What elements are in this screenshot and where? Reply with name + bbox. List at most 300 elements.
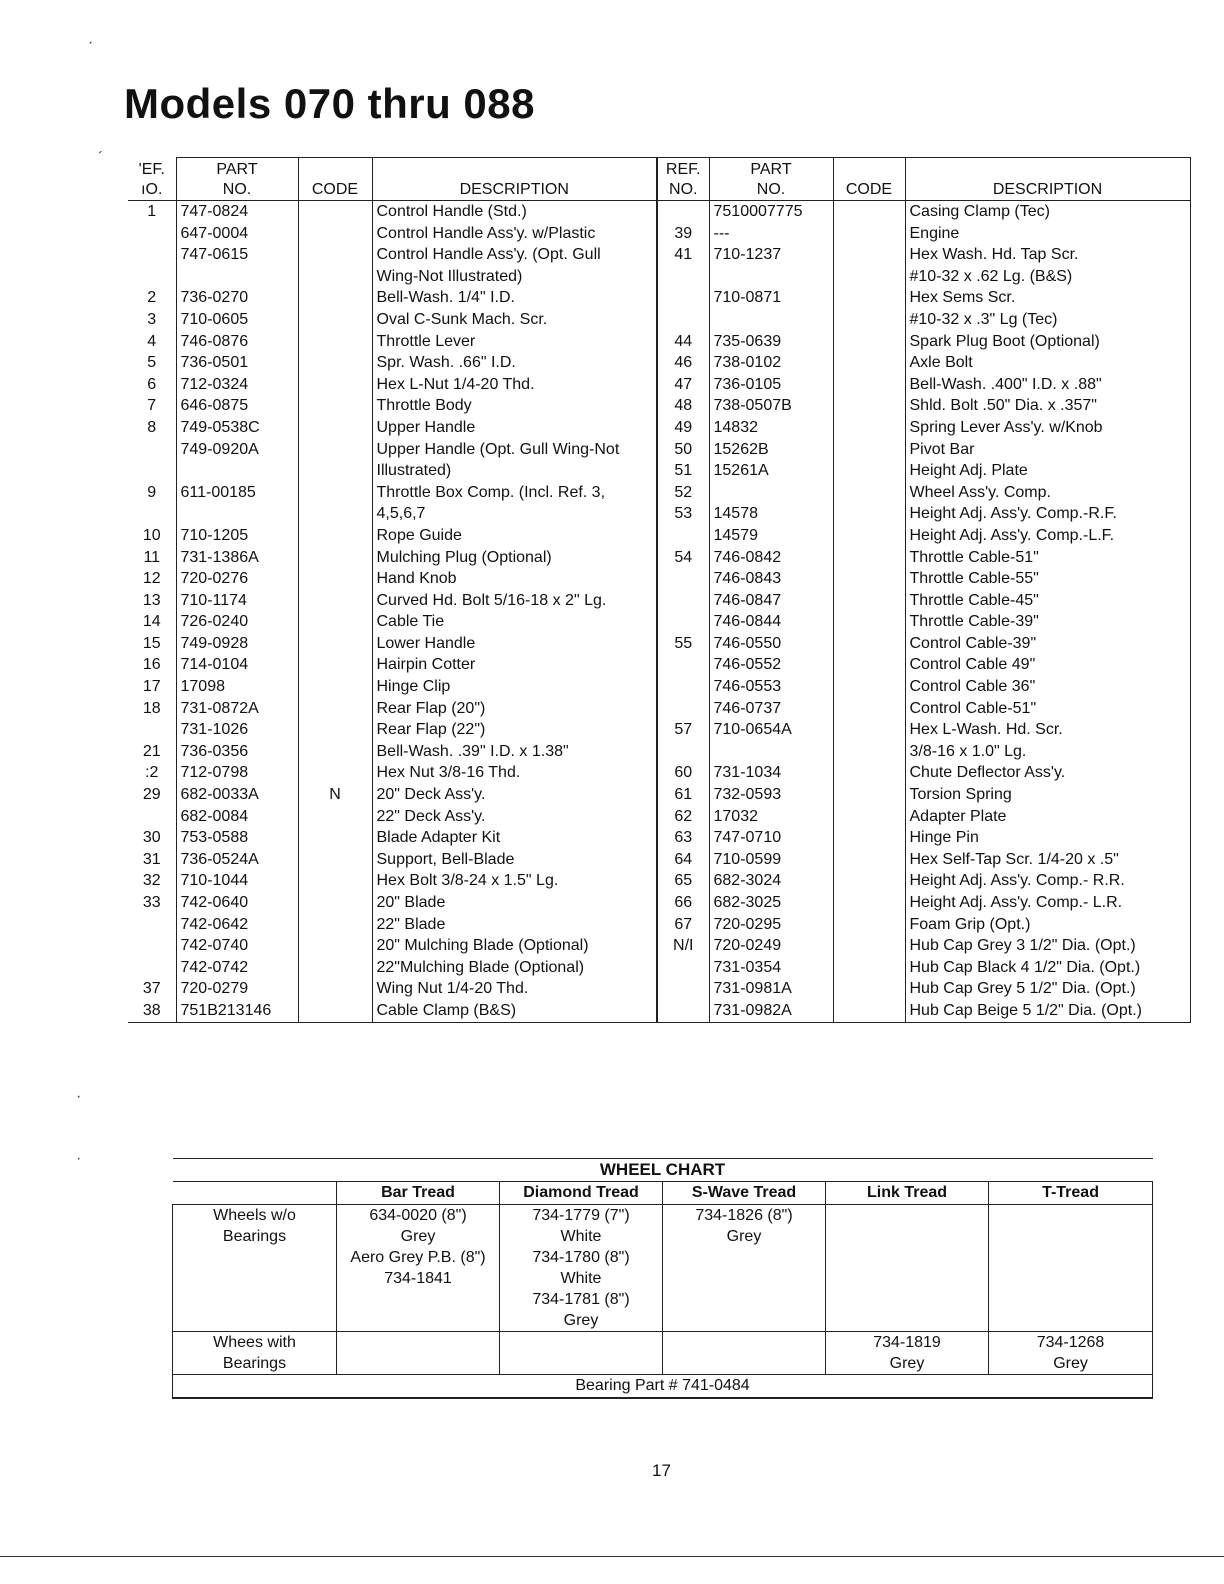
cell-code <box>298 1000 372 1022</box>
cell-code2 <box>833 525 905 547</box>
table-row <box>128 590 1190 612</box>
table-row <box>128 417 1190 439</box>
cell-part2: 15262B <box>709 439 833 461</box>
cell-code <box>298 914 372 936</box>
cell-part2: --- <box>709 223 833 245</box>
wheel-row2-link: 734-1819 Grey <box>826 1332 989 1375</box>
cell-code <box>298 525 372 547</box>
cell-code2 <box>833 287 905 309</box>
cell-desc: 22" Deck Ass'y. <box>372 806 657 828</box>
cell-code2 <box>833 374 905 396</box>
cell-code2 <box>833 654 905 676</box>
cell-code2 <box>833 309 905 331</box>
header-code-2: CODE <box>833 158 905 201</box>
cell-part: 731-1026 <box>176 719 298 741</box>
cell-code <box>298 374 372 396</box>
table-row <box>128 719 1190 741</box>
cell-code <box>298 611 372 633</box>
cell-desc: Upper Handle (Opt. Gull Wing-Not <box>372 439 657 461</box>
cell-ref2: 54 <box>657 547 709 569</box>
cell-desc2: Foam Grip (Opt.) <box>905 914 1190 936</box>
cell-ref: 14 <box>142 613 161 631</box>
cell-desc2: Hub Cap Beige 5 1/2" Dia. (Opt.) <box>905 1000 1190 1022</box>
cell-code2 <box>833 201 905 223</box>
cell-desc: Hex L-Nut 1/4-20 Thd. <box>372 374 657 396</box>
cell-code <box>298 201 372 223</box>
cell-part2: 747-0710 <box>709 827 833 849</box>
cell-ref: 10 <box>142 526 161 544</box>
cell-part2: 746-0843 <box>709 568 833 590</box>
cell-code2 <box>833 762 905 784</box>
cell-part: 731-1386A <box>176 547 298 569</box>
cell-ref2: 47 <box>657 374 709 396</box>
cell-desc2: Shld. Bolt .50" Dia. x .357" <box>905 395 1190 417</box>
cell-part: 647-0004 <box>176 223 298 245</box>
cell-part: 731-0872A <box>176 698 298 720</box>
cell-ref2: 50 <box>657 439 709 461</box>
cell-desc: Control Handle (Std.) <box>372 201 657 223</box>
page-title: Models 070 thru 088 <box>124 80 535 127</box>
cell-ref <box>128 266 176 288</box>
cell-ref2 <box>657 1000 709 1022</box>
parts-table <box>128 157 1191 1023</box>
cell-desc2: Throttle Cable-39" <box>905 611 1190 633</box>
cell-code <box>298 568 372 590</box>
table-row <box>128 633 1190 655</box>
cell-code <box>298 849 372 871</box>
cell-part: 736-0524A <box>176 849 298 871</box>
cell-ref2 <box>657 957 709 979</box>
cell-part: 710-1044 <box>176 870 298 892</box>
cell-code2 <box>833 676 905 698</box>
cell-desc: Control Handle Ass'y. (Opt. Gull <box>372 244 657 266</box>
cell-desc2: Control Cable 49" <box>905 654 1190 676</box>
cell-part: 726-0240 <box>176 611 298 633</box>
cell-part2: 732-0593 <box>709 784 833 806</box>
cell-part2: 731-0981A <box>709 978 833 1000</box>
table-row <box>128 806 1190 828</box>
cell-desc2: Wheel Ass'y. Comp. <box>905 482 1190 504</box>
wheel-row1-diamond: 734-1779 (7") White 734-1780 (8") White 734-1781 (8") Grey <box>500 1205 663 1332</box>
cell-desc: Cable Tie <box>372 611 657 633</box>
wheel-header-s-wave-tread: S-Wave Tread <box>663 1182 826 1205</box>
cell-desc2: Hinge Pin <box>905 827 1190 849</box>
cell-ref2 <box>657 287 709 309</box>
cell-part2: 720-0249 <box>709 935 833 957</box>
cell-desc: 22" Blade <box>372 914 657 936</box>
cell-desc2: Adapter Plate <box>905 806 1190 828</box>
cell-desc2: Height Adj. Ass'y. Comp.-R.F. <box>905 503 1190 525</box>
cell-ref: 13 <box>142 591 161 609</box>
cell-code2 <box>833 568 905 590</box>
page-number: 17 <box>652 1461 671 1480</box>
cell-part <box>176 266 298 288</box>
cell-desc: Wing Nut 1/4-20 Thd. <box>372 978 657 1000</box>
table-row <box>128 266 1190 288</box>
cell-desc2: Hex Wash. Hd. Tap Scr. <box>905 244 1190 266</box>
wheel-header-link-tread: Link Tread <box>826 1182 989 1205</box>
cell-ref: 5 <box>147 354 157 372</box>
cell-part2: 731-1034 <box>709 762 833 784</box>
cell-ref <box>128 244 176 266</box>
cell-ref: 1 <box>147 203 157 220</box>
cell-code2 <box>833 698 905 720</box>
cell-ref: 30 <box>142 829 161 847</box>
cell-desc: Hinge Clip <box>372 676 657 698</box>
cell-desc: Spr. Wash. .66" I.D. <box>372 352 657 374</box>
cell-part: 742-0740 <box>176 935 298 957</box>
cell-ref <box>128 957 176 979</box>
cell-code2 <box>833 914 905 936</box>
cell-part: 720-0279 <box>176 978 298 1000</box>
cell-ref2 <box>657 698 709 720</box>
cell-ref2 <box>657 309 709 331</box>
cell-desc: Illustrated) <box>372 460 657 482</box>
table-row <box>128 611 1190 633</box>
cell-code2 <box>833 849 905 871</box>
wheel-row1-t <box>989 1205 1153 1332</box>
cell-code <box>298 395 372 417</box>
cell-desc: 4,5,6,7 <box>372 503 657 525</box>
cell-code2 <box>833 719 905 741</box>
table-row <box>128 654 1190 676</box>
cell-desc: Cable Clamp (B&S) <box>372 1000 657 1022</box>
table-row <box>128 957 1190 979</box>
cell-code2 <box>833 870 905 892</box>
cell-part: 710-1205 <box>176 525 298 547</box>
cell-code <box>298 762 372 784</box>
cell-ref: 9 <box>147 483 157 501</box>
table-row <box>128 201 1190 223</box>
cell-desc: Throttle Body <box>372 395 657 417</box>
cell-ref2 <box>657 654 709 676</box>
cell-code <box>298 892 372 914</box>
table-row <box>128 287 1190 309</box>
cell-code <box>298 223 372 245</box>
table-row <box>128 827 1190 849</box>
cell-ref <box>128 460 176 482</box>
wheel-row2-t: 734-1268 Grey <box>989 1332 1153 1375</box>
cell-desc2: 3/8-16 x 1.0" Lg. <box>905 741 1190 763</box>
cell-part2: 738-0102 <box>709 352 833 374</box>
cell-desc2: Chute Deflector Ass'y. <box>905 762 1190 784</box>
cell-ref: 2 <box>147 289 157 307</box>
cell-part2: 746-0847 <box>709 590 833 612</box>
parts-table-body <box>128 201 1190 1023</box>
cell-part2 <box>709 266 833 288</box>
cell-desc: Oval C-Sunk Mach. Scr. <box>372 309 657 331</box>
cell-part: 710-0605 <box>176 309 298 331</box>
cell-part: 710-1174 <box>176 590 298 612</box>
cell-part: 749-0538C <box>176 417 298 439</box>
cell-part: 749-0920A <box>176 439 298 461</box>
wheel-row2-swave <box>663 1332 826 1375</box>
cell-part2: 746-0844 <box>709 611 833 633</box>
cell-ref2: 52 <box>657 482 709 504</box>
cell-ref2 <box>657 978 709 1000</box>
cell-ref2: 57 <box>657 719 709 741</box>
cell-code <box>298 417 372 439</box>
wheel-header-t-tread: T-Tread <box>989 1182 1153 1205</box>
cell-ref: 17 <box>142 678 161 696</box>
table-row <box>128 547 1190 569</box>
cell-part2 <box>709 309 833 331</box>
cell-ref: 38 <box>128 1000 176 1022</box>
cell-desc: Bell-Wash. .39" I.D. x 1.38" <box>372 741 657 763</box>
cell-ref <box>128 719 176 741</box>
table-row <box>128 352 1190 374</box>
wheel-row2-diamond <box>500 1332 663 1375</box>
cell-part: 712-0798 <box>176 762 298 784</box>
cell-part: 682-0033A <box>176 784 298 806</box>
cell-code <box>298 633 372 655</box>
cell-part2: 14579 <box>709 525 833 547</box>
cell-code <box>298 957 372 979</box>
cell-ref2 <box>657 590 709 612</box>
cell-code <box>298 287 372 309</box>
cell-desc2: Spring Lever Ass'y. w/Knob <box>905 417 1190 439</box>
cell-desc2: Spark Plug Boot (Optional) <box>905 331 1190 353</box>
cell-code <box>298 460 372 482</box>
cell-ref <box>128 503 176 525</box>
cell-desc2: Casing Clamp (Tec) <box>905 201 1190 223</box>
cell-desc2: Height Adj. Plate <box>905 460 1190 482</box>
cell-desc2: Torsion Spring <box>905 784 1190 806</box>
cell-ref: 3 <box>147 310 157 328</box>
cell-part: 736-0270 <box>176 287 298 309</box>
cell-code <box>298 331 372 353</box>
cell-code <box>298 352 372 374</box>
table-row <box>128 525 1190 547</box>
table-row <box>128 482 1190 504</box>
cell-ref: :2 <box>145 764 159 782</box>
cell-ref: 18 <box>142 699 161 717</box>
cell-ref2 <box>657 201 709 223</box>
cell-part2: 14578 <box>709 503 833 525</box>
cell-part: 736-0501 <box>176 352 298 374</box>
cell-code <box>298 503 372 525</box>
cell-part2: 14832 <box>709 417 833 439</box>
cell-ref: 16 <box>142 656 161 674</box>
cell-desc: Hex Bolt 3/8-24 x 1.5" Lg. <box>372 870 657 892</box>
cell-ref2 <box>657 266 709 288</box>
cell-code <box>298 978 372 1000</box>
cell-part2: 710-0654A <box>709 719 833 741</box>
scan-speck: · <box>88 34 94 51</box>
table-row <box>128 698 1190 720</box>
cell-desc2: Hub Cap Black 4 1/2" Dia. (Opt.) <box>905 957 1190 979</box>
cell-part: 682-0084 <box>176 806 298 828</box>
bottom-rule <box>0 1556 1224 1557</box>
cell-part2 <box>709 482 833 504</box>
wheel-row-without-bearings <box>173 1205 1153 1332</box>
cell-ref: 37 <box>142 980 161 998</box>
cell-desc: Upper Handle <box>372 417 657 439</box>
cell-ref2: 49 <box>657 417 709 439</box>
table-row <box>128 244 1190 266</box>
cell-ref2: 67 <box>657 914 709 936</box>
cell-code <box>298 827 372 849</box>
table-row <box>128 978 1190 1000</box>
cell-ref2: 61 <box>657 784 709 806</box>
cell-desc2: Hub Cap Grey 5 1/2" Dia. (Opt.) <box>905 978 1190 1000</box>
table-row <box>128 892 1190 914</box>
table-row <box>128 331 1190 353</box>
cell-ref2 <box>657 741 709 763</box>
header-code: CODE <box>298 158 372 201</box>
cell-desc: Throttle Lever <box>372 331 657 353</box>
cell-part: 742-0742 <box>176 957 298 979</box>
cell-ref <box>128 806 176 828</box>
cell-code2 <box>833 417 905 439</box>
cell-part: 747-0824 <box>176 201 298 223</box>
cell-code2 <box>833 633 905 655</box>
cell-code2 <box>833 352 905 374</box>
cell-part2: 15261A <box>709 460 833 482</box>
cell-part2: 738-0507B <box>709 395 833 417</box>
cell-code: N <box>298 784 372 806</box>
cell-code2 <box>833 590 905 612</box>
table-row <box>128 935 1190 957</box>
cell-code <box>298 439 372 461</box>
table-row <box>128 1000 1190 1022</box>
cell-desc: Rear Flap (22") <box>372 719 657 741</box>
cell-desc2: Control Cable 36" <box>905 676 1190 698</box>
header-description-2: DESCRIPTION <box>905 158 1190 201</box>
wheel-chart <box>172 1158 1153 1399</box>
table-row <box>128 784 1190 806</box>
cell-ref2: 66 <box>657 892 709 914</box>
cell-ref2: 41 <box>657 244 709 266</box>
table-row <box>128 870 1190 892</box>
cell-code <box>298 590 372 612</box>
wheel-chart-header <box>173 1182 1153 1205</box>
cell-ref: 32 <box>142 872 161 890</box>
cell-desc: Support, Bell-Blade <box>372 849 657 871</box>
header-description: DESCRIPTION <box>372 158 657 201</box>
cell-code2 <box>833 395 905 417</box>
cell-ref: 29 <box>142 786 161 804</box>
cell-ref2: 65 <box>657 870 709 892</box>
cell-code2 <box>833 266 905 288</box>
cell-code2 <box>833 935 905 957</box>
cell-ref2: 60 <box>657 762 709 784</box>
cell-ref: 4 <box>147 332 157 350</box>
scan-speck: · <box>76 1088 82 1105</box>
cell-code2 <box>833 741 905 763</box>
cell-part: 751B213146 <box>176 1000 298 1022</box>
cell-ref2 <box>657 525 709 547</box>
cell-ref <box>128 914 176 936</box>
cell-part2: 735-0639 <box>709 331 833 353</box>
cell-ref: 6 <box>147 375 157 393</box>
cell-code2 <box>833 331 905 353</box>
cell-ref: 11 <box>143 548 161 566</box>
cell-part: 746-0876 <box>176 331 298 353</box>
cell-ref2: 44 <box>657 331 709 353</box>
cell-part2: 17032 <box>709 806 833 828</box>
cell-desc2: Height Adj. Ass'y. Comp.- R.R. <box>905 870 1190 892</box>
cell-desc2: Pivot Bar <box>905 439 1190 461</box>
cell-ref2: 48 <box>657 395 709 417</box>
cell-code <box>298 266 372 288</box>
cell-code <box>298 654 372 676</box>
wheel-row1-link <box>826 1205 989 1332</box>
cell-part2: 746-0552 <box>709 654 833 676</box>
wheel-header-blank <box>173 1182 337 1205</box>
cell-code2 <box>833 482 905 504</box>
cell-desc2: Throttle Cable-51" <box>905 547 1190 569</box>
wheel-row2-bar <box>337 1332 500 1375</box>
cell-ref2 <box>657 568 709 590</box>
cell-part: 714-0104 <box>176 654 298 676</box>
cell-part2: 731-0982A <box>709 1000 833 1022</box>
scan-speck: ´ <box>98 150 104 167</box>
wheel-row1-swave: 734-1826 (8") Grey <box>663 1205 826 1332</box>
wheel-chart-title: WHEEL CHART <box>173 1159 1153 1182</box>
cell-ref: 21 <box>142 742 161 760</box>
cell-ref2: N/I <box>657 935 709 957</box>
table-row <box>128 309 1190 331</box>
cell-code2 <box>833 827 905 849</box>
cell-ref <box>128 439 176 461</box>
cell-desc: 20" Mulching Blade (Optional) <box>372 935 657 957</box>
cell-part2: 682-3025 <box>709 892 833 914</box>
cell-desc: Mulching Plug (Optional) <box>372 547 657 569</box>
cell-ref2: 64 <box>657 849 709 871</box>
table-row <box>128 223 1190 245</box>
table-row <box>128 374 1190 396</box>
table-row <box>128 460 1190 482</box>
cell-desc: Control Handle Ass'y. w/Plastic <box>372 223 657 245</box>
cell-part2 <box>709 741 833 763</box>
cell-desc2: Hex Sems Scr. <box>905 287 1190 309</box>
cell-code2 <box>833 1000 905 1022</box>
cell-part2: 731-0354 <box>709 957 833 979</box>
table-row <box>128 849 1190 871</box>
cell-code2 <box>833 806 905 828</box>
wheel-header-diamond-tread: Diamond Tread <box>500 1182 663 1205</box>
cell-part: 611-00185 <box>176 482 298 504</box>
cell-code <box>298 870 372 892</box>
cell-part2: 746-0550 <box>709 633 833 655</box>
cell-ref <box>128 935 176 957</box>
cell-code <box>298 244 372 266</box>
cell-code2 <box>833 978 905 1000</box>
cell-code <box>298 719 372 741</box>
cell-ref2: 46 <box>657 352 709 374</box>
cell-part2: 682-3024 <box>709 870 833 892</box>
cell-desc2: Bell-Wash. .400" I.D. x .88" <box>905 374 1190 396</box>
cell-ref2: 39 <box>657 223 709 245</box>
table-row <box>128 914 1190 936</box>
cell-desc2: Hub Cap Grey 3 1/2" Dia. (Opt.) <box>905 935 1190 957</box>
cell-desc2: #10-32 x .3" Lg (Tec) <box>905 309 1190 331</box>
cell-ref: 7 <box>147 397 157 415</box>
cell-ref2: 51 <box>657 460 709 482</box>
cell-ref: 31 <box>142 850 161 868</box>
wheel-header-bar-tread: Bar Tread <box>337 1182 500 1205</box>
cell-part <box>176 503 298 525</box>
wheel-row1-label: Wheels w/o Bearings <box>173 1205 337 1332</box>
cell-desc2: #10-32 x .62 Lg. (B&S) <box>905 266 1190 288</box>
cell-ref: 33 <box>142 894 161 911</box>
cell-code <box>298 309 372 331</box>
cell-code2 <box>833 244 905 266</box>
cell-code2 <box>833 957 905 979</box>
table-row <box>128 439 1190 461</box>
cell-code2 <box>833 611 905 633</box>
